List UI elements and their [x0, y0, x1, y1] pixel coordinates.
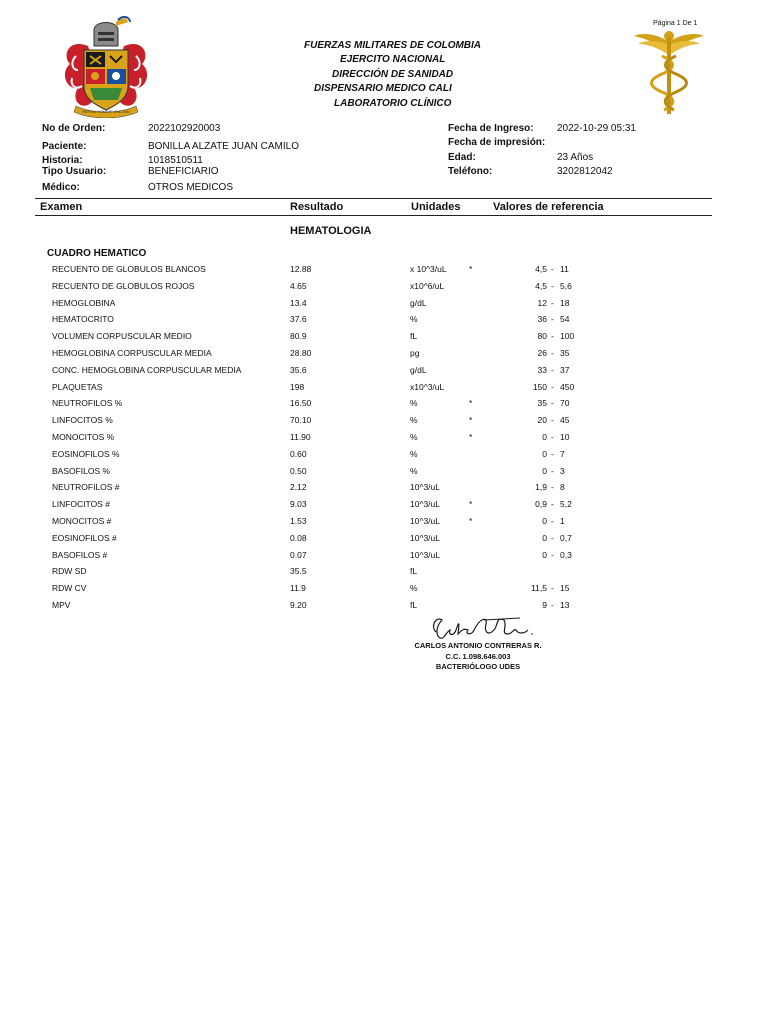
reference-low: 33: [537, 364, 547, 375]
section-title: HEMATOLOGIA: [290, 225, 372, 237]
reference-dash: -: [551, 364, 554, 375]
reference-high: 10: [560, 432, 570, 442]
signer-title: BACTERIÓLOGO UDES: [435, 662, 521, 671]
result-unit: %: [410, 314, 418, 325]
reference-high: 450: [560, 381, 575, 392]
result-value: 198: [290, 381, 305, 392]
result-flag: *: [469, 415, 473, 426]
result-unit: %: [410, 448, 418, 459]
result-unit: x 10^3/uL: [410, 264, 447, 274]
reference-dash: -: [551, 280, 554, 291]
reference-high: 3: [560, 465, 565, 476]
reference-low: 0: [542, 549, 547, 560]
reference-low: 20: [537, 415, 547, 426]
reference-high: 45: [560, 415, 570, 426]
result-name: BASOFILOS %: [52, 465, 111, 476]
reference-dash: -: [551, 297, 554, 308]
reference-high: 100: [560, 331, 575, 342]
column-result: Resultado: [290, 201, 344, 213]
reference-dash: -: [551, 348, 554, 358]
result-flag: *: [469, 499, 473, 510]
reference-high: 13: [560, 600, 570, 610]
signature-image: [428, 612, 538, 644]
reference-low: 35: [537, 398, 547, 409]
reference-low: 4,5: [535, 280, 547, 291]
reference-dash: -: [551, 465, 554, 476]
header-line-1: FUERZAS MILITARES DE COLOMBIA: [304, 40, 482, 51]
doctor-label: Médico:: [42, 182, 80, 193]
reference-high: 18: [560, 297, 570, 308]
result-row: [0, 566, 768, 582]
history-value: 1018510511: [148, 155, 203, 166]
reference-high: 11: [560, 264, 569, 274]
page-number: Página 1 De 1: [653, 20, 698, 27]
result-row: [0, 482, 768, 498]
result-unit: g/dL: [410, 297, 427, 308]
result-name: NEUTROFILOS #: [52, 482, 120, 493]
result-name: LINFOCITOS #: [52, 499, 110, 510]
reference-high: 5,2: [560, 499, 572, 510]
doctor-value: OTROS MEDICOS: [148, 182, 234, 193]
result-value: 11.9: [290, 583, 306, 594]
reference-dash: -: [551, 432, 554, 442]
user-type-value: BENEFICIARIO: [148, 166, 219, 177]
result-value: 12.88: [290, 264, 312, 274]
result-unit: pg: [410, 348, 420, 358]
reference-low: 0: [542, 532, 547, 543]
patient-label: Paciente:: [42, 141, 87, 152]
result-name: MONOCITOS %: [52, 432, 115, 442]
caduceus-icon: [632, 28, 706, 116]
reference-dash: -: [551, 583, 554, 594]
result-value: 13.4: [290, 297, 307, 308]
result-value: 11.90: [290, 432, 311, 442]
result-row: [0, 331, 768, 347]
result-unit: 10^3/uL: [410, 482, 440, 493]
result-value: 9.03: [290, 499, 307, 510]
result-value: 2.12: [290, 482, 307, 493]
result-row: [0, 298, 768, 314]
result-row: [0, 348, 768, 364]
age-label: Edad:: [448, 152, 476, 163]
reference-dash: -: [551, 549, 554, 560]
result-value: 35.5: [290, 566, 307, 577]
result-flag: *: [469, 516, 473, 526]
reference-high: 8: [560, 482, 565, 493]
reference-low: 150: [532, 381, 547, 392]
reference-low: 0: [542, 448, 547, 459]
reference-high: 0,3: [560, 549, 572, 560]
result-unit: 10^3/uL: [410, 499, 440, 510]
header-bottom-rule: [35, 215, 712, 216]
reference-low: 4,5: [535, 264, 547, 274]
column-exam: Examen: [40, 201, 83, 213]
result-unit: %: [410, 415, 418, 426]
result-row: [0, 583, 768, 599]
result-name: MONOCITOS #: [52, 516, 112, 526]
result-value: 37.6: [290, 314, 307, 325]
result-name: RECUENTO DE GLOBULOS ROJOS: [52, 280, 195, 291]
reference-high: 1: [560, 516, 565, 526]
result-unit: %: [410, 398, 418, 409]
result-name: EOSINOFILOS #: [52, 532, 117, 543]
result-row: [0, 264, 768, 280]
result-unit: 10^3/uL: [410, 516, 440, 526]
result-row: [0, 466, 768, 482]
age-value: 23 Años: [557, 152, 594, 163]
result-value: 35.6: [290, 364, 307, 375]
result-row: [0, 550, 768, 566]
result-name: MPV: [52, 600, 71, 610]
column-reference: Valores de referencia: [493, 201, 604, 213]
result-name: BASOFILOS #: [52, 549, 108, 560]
reference-dash: -: [551, 448, 554, 459]
reference-low: 0: [542, 432, 547, 442]
result-name: VOLUMEN CORPUSCULAR MEDIO: [52, 331, 192, 342]
result-row: [0, 533, 768, 549]
result-unit: 10^3/uL: [410, 549, 440, 560]
result-unit: %: [410, 432, 418, 442]
reference-dash: -: [551, 314, 554, 325]
result-name: HEMOGLOBINA CORPUSCULAR MEDIA: [52, 348, 212, 358]
result-unit: g/dL: [410, 364, 427, 375]
result-value: 4.65: [290, 280, 307, 291]
result-value: 0.60: [290, 448, 307, 459]
signer-id: C.C. 1.098.646.003: [445, 652, 511, 661]
reference-dash: -: [551, 600, 554, 610]
result-unit: x10^6/uL: [410, 280, 445, 291]
result-value: 28.80: [290, 348, 312, 358]
reference-low: 1,9: [535, 482, 547, 493]
result-name: RECUENTO DE GLOBULOS BLANCOS: [52, 264, 206, 274]
reference-dash: -: [551, 482, 554, 493]
result-row: [0, 314, 768, 330]
reference-high: 15: [560, 583, 570, 594]
reference-high: 70: [560, 398, 570, 409]
result-row: [0, 365, 768, 381]
result-value: 0.50: [290, 465, 307, 476]
result-row: [0, 449, 768, 465]
reference-low: 12: [537, 297, 547, 308]
result-name: EOSINOFILOS %: [52, 448, 120, 459]
result-unit: %: [410, 465, 418, 476]
header-line-3: DIRECCIÓN DE SANIDAD: [332, 69, 454, 80]
reference-low: 26: [537, 348, 547, 358]
order-label: No de Orden:: [42, 123, 106, 134]
user-type-label: Tipo Usuario:: [42, 166, 107, 177]
result-row: [0, 382, 768, 398]
reference-low: 9: [542, 600, 547, 610]
result-name: CONC. HEMOGLOBINA CORPUSCULAR MEDIA: [52, 364, 242, 375]
result-row: [0, 499, 768, 515]
result-name: RDW SD: [52, 566, 87, 577]
result-value: 16.50: [290, 398, 312, 409]
result-unit: x10^3/uL: [410, 381, 445, 392]
military-crest-logo: [58, 16, 154, 118]
result-row: [0, 432, 768, 448]
reference-low: 0: [542, 465, 547, 476]
reference-low: 11,5: [531, 583, 547, 594]
admission-date-label: Fecha de Ingreso:: [448, 123, 534, 134]
reference-dash: -: [551, 415, 554, 426]
header-line-2: EJERCITO NACIONAL: [340, 54, 446, 65]
patient-value: BONILLA ALZATE JUAN CAMILO: [148, 141, 299, 152]
reference-dash: -: [551, 499, 554, 510]
reference-high: 0,7: [560, 532, 572, 543]
reference-high: 35: [560, 348, 570, 358]
reference-low: 0,9: [535, 499, 547, 510]
reference-high: 5,6: [560, 280, 572, 291]
reference-low: 0: [542, 516, 547, 526]
result-value: 0.08: [290, 532, 307, 543]
reference-dash: -: [551, 381, 554, 392]
header-line-4: DISPENSARIO MEDICO CALI: [314, 83, 452, 94]
column-units: Unidades: [411, 201, 461, 213]
result-unit: fL: [410, 331, 418, 342]
result-unit: %: [410, 583, 418, 594]
result-flag: *: [469, 264, 473, 274]
reference-dash: -: [551, 398, 554, 409]
result-row: [0, 415, 768, 431]
result-flag: *: [469, 432, 473, 442]
result-value: 70.10: [290, 415, 312, 426]
header-line-5: LABORATORIO CLÍNICO: [334, 98, 452, 109]
reference-low: 36: [537, 314, 547, 325]
admission-date-value: 2022-10-29 05:31: [557, 123, 636, 134]
phone-label: Teléfono:: [448, 166, 493, 177]
print-date-label: Fecha de impresión:: [448, 137, 546, 148]
result-value: 1.53: [290, 516, 307, 526]
history-label: Historia:: [42, 155, 83, 166]
result-unit: 10^3/uL: [410, 532, 440, 543]
result-row: [0, 516, 768, 532]
result-row: [0, 281, 768, 297]
header-top-rule: [35, 198, 712, 199]
result-row: [0, 600, 768, 616]
crest-motto: PATRIA HONOR LEALTAD: [82, 109, 130, 114]
result-name: PLAQUETAS: [52, 381, 103, 392]
result-value: 0.07: [290, 549, 307, 560]
result-flag: *: [469, 398, 473, 409]
result-value: 9.20: [290, 600, 307, 610]
group-title: CUADRO HEMATICO: [47, 248, 147, 259]
result-value: 80.9: [290, 331, 307, 342]
result-row: [0, 398, 768, 414]
reference-low: 80: [537, 331, 547, 342]
reference-high: 7: [560, 448, 565, 459]
result-unit: fL: [410, 600, 418, 610]
reference-dash: -: [551, 331, 554, 342]
reference-dash: -: [551, 532, 554, 543]
result-unit: fL: [410, 566, 418, 577]
reference-high: 54: [560, 314, 570, 325]
reference-high: 37: [560, 364, 570, 375]
reference-dash: -: [551, 516, 554, 526]
signer-name: CARLOS ANTONIO CONTRERAS R.: [414, 641, 542, 650]
result-name: HEMATOCRITO: [52, 314, 114, 325]
result-name: RDW CV: [52, 583, 87, 594]
order-value: 2022102920003: [148, 123, 221, 134]
reference-dash: -: [551, 264, 554, 274]
result-name: LINFOCITOS %: [52, 415, 113, 426]
phone-value: 3202812042: [557, 166, 613, 177]
result-name: NEUTROFILOS %: [52, 398, 123, 409]
result-name: HEMOGLOBINA: [52, 297, 116, 308]
